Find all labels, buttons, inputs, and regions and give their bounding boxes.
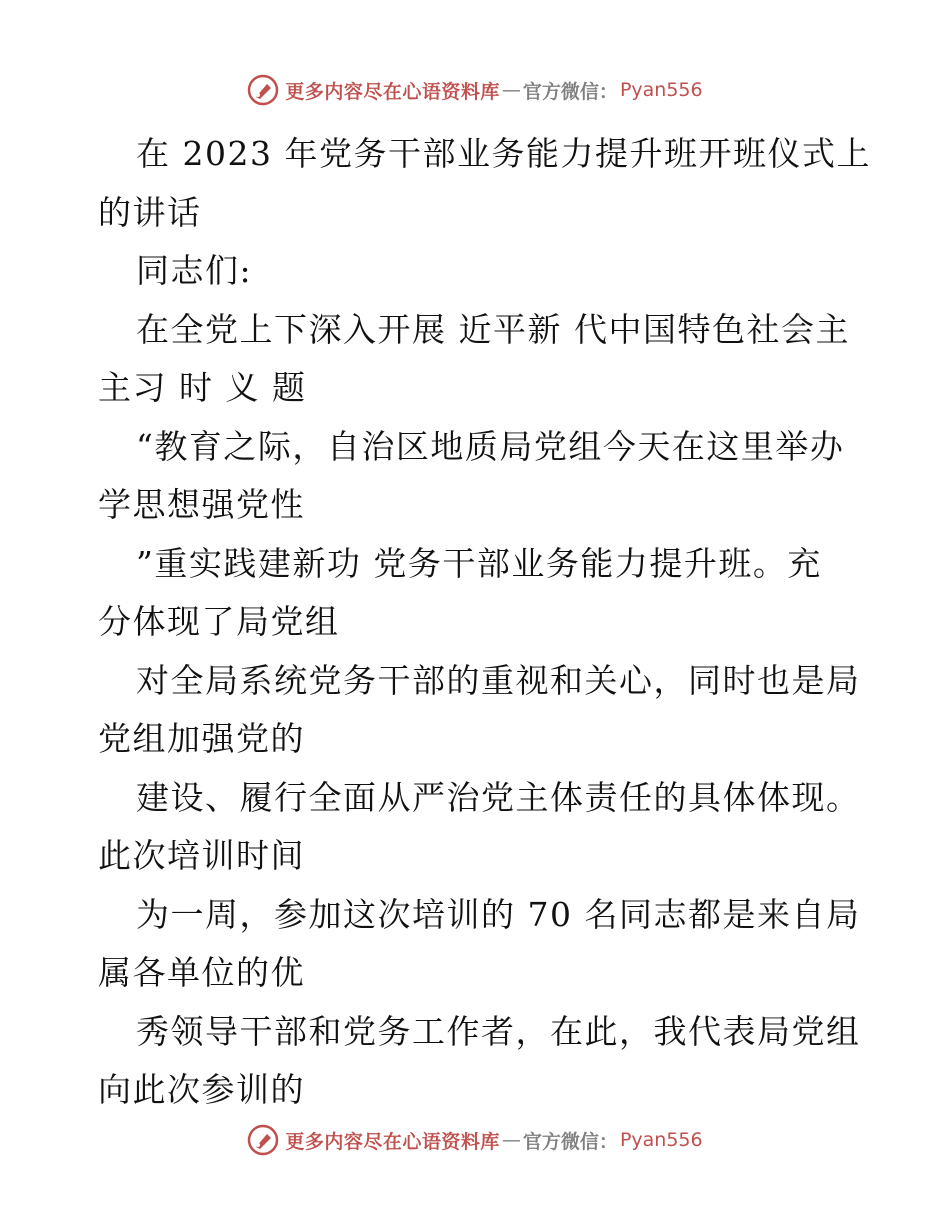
contact-label: 官方微信： bbox=[522, 1130, 618, 1153]
brand-text: 更多内容尽在心语资料库 bbox=[285, 1130, 500, 1153]
document-line: 此次培训时间 bbox=[98, 836, 305, 875]
document-line: 主习 时 义 题 bbox=[98, 368, 307, 407]
document-line: 学思想强党性 bbox=[98, 485, 305, 524]
document-line: 的讲话 bbox=[98, 192, 202, 232]
wechat-id: Pyan556 bbox=[619, 79, 703, 101]
document-line: 分体现了局党组 bbox=[98, 602, 340, 641]
banner-separator: — bbox=[501, 79, 521, 101]
document-line: 在 2023 年党务干部业务能力提升班开班仪式上 bbox=[136, 134, 871, 173]
brand-text: 更多内容尽在心语资料库 bbox=[285, 80, 500, 103]
wechat-id: Pyan556 bbox=[619, 1129, 703, 1151]
document-line: 为一周，参加这次培训的 70 名同志都是来自局 bbox=[136, 894, 861, 934]
footer-banner bbox=[0, 1120, 950, 1160]
document-line: 对全局系统党务干部的重视和关心，同时也是局 bbox=[136, 660, 861, 700]
document-line: 建设、履行全面从严治党主体责任的具体体现。 bbox=[136, 777, 861, 817]
banner-separator: — bbox=[501, 1129, 521, 1151]
contact-label: 官方微信： bbox=[522, 80, 618, 103]
document-line: 党组加强党的 bbox=[98, 719, 305, 758]
document-line: 属各单位的优 bbox=[98, 953, 305, 992]
document-line: ”重实践建新功 党务干部业务能力提升班。充 bbox=[136, 543, 822, 583]
header-banner bbox=[0, 70, 950, 110]
document-line: 秀领导干部和党务工作者，在此，我代表局党组 bbox=[136, 1011, 861, 1051]
document-body bbox=[98, 125, 871, 1120]
pen-nib-logo-icon bbox=[247, 74, 279, 106]
document-line: 在全党上下深入开展 近平新 代中国特色社会主 bbox=[136, 309, 850, 349]
document-line: 向此次参训的 bbox=[98, 1070, 305, 1109]
document-line: “教育之际，自治区地质局党组今天在这里举办 bbox=[136, 426, 845, 466]
pen-nib-logo-icon bbox=[247, 1124, 279, 1156]
document-line: 同志们: bbox=[136, 251, 253, 290]
